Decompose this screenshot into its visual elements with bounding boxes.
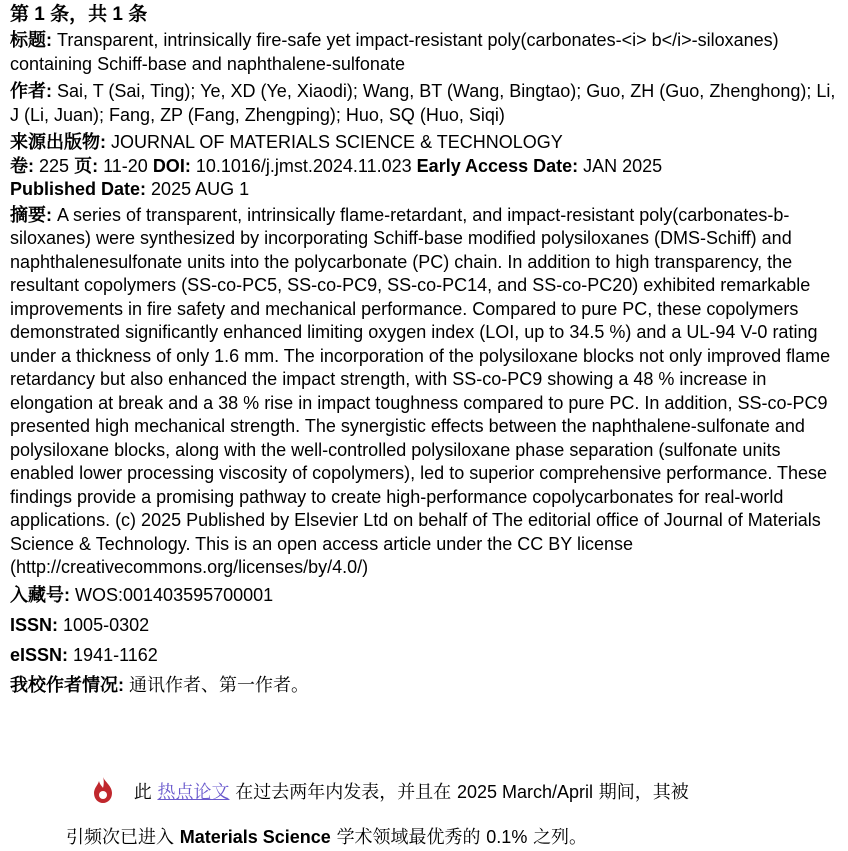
accession-value: WOS:001403595700001 bbox=[75, 584, 274, 605]
doi-value: 10.1016/j.jmst.2024.11.023 bbox=[195, 155, 412, 176]
authors-label: 作者: bbox=[10, 81, 52, 101]
hot-paper-line2-a: 引频次已进入 bbox=[66, 827, 174, 848]
issn-field bbox=[10, 610, 842, 640]
published-date-label: Published Date: bbox=[10, 179, 147, 199]
issn-label: ISSN: bbox=[10, 614, 59, 635]
abstract-field bbox=[10, 204, 842, 580]
hot-paper-prefix: 此 bbox=[133, 782, 152, 803]
accession-field bbox=[10, 580, 842, 610]
volume-pages-doi-field bbox=[10, 155, 842, 179]
early-access-value: JAN 2025 bbox=[583, 155, 663, 176]
record-count-header: 第 1 条，共 1 条 bbox=[10, 4, 148, 25]
flame-icon bbox=[88, 776, 118, 804]
title-label: 标题: bbox=[10, 30, 52, 50]
hot-paper-notice-line1 bbox=[88, 776, 689, 807]
abstract-label: 摘要: bbox=[10, 204, 52, 225]
issn-value: 1005-0302 bbox=[63, 614, 150, 635]
record-page bbox=[10, 3, 842, 700]
hot-paper-percent: 0.1% bbox=[486, 827, 528, 847]
pages-value: 11-20 bbox=[103, 155, 148, 176]
source-field bbox=[10, 131, 842, 155]
school-author-value: 通讯作者、第一作者。 bbox=[129, 674, 310, 695]
hot-paper-line2-c: 之列。 bbox=[533, 827, 588, 848]
authors-value: Sai, T (Sai, Ting); Ye, XD (Ye, Xiaodi); Wang, BT (Wang, Bingtao); Guo, ZH (Guo, Zhenghong); Li, J (Li, Juan); Fang, ZP (Fang, Zhengping); Huo, SQ (Huo, Siqi) bbox=[10, 81, 836, 125]
hot-paper-link[interactable]: 热点论文 bbox=[157, 782, 230, 803]
eissn-field bbox=[10, 640, 842, 670]
early-access-label: Early Access Date: bbox=[416, 155, 579, 176]
hot-paper-field-name: Materials Science bbox=[179, 827, 331, 847]
published-date-value: 2025 AUG 1 bbox=[151, 179, 250, 199]
pages-label: 页: bbox=[74, 155, 99, 176]
accession-label: 入藏号: bbox=[10, 584, 70, 605]
hot-paper-text-b: 期间，其被 bbox=[598, 782, 689, 803]
hot-paper-line2-b: 学术领域最优秀的 bbox=[336, 827, 481, 848]
abstract-value: A series of transparent, intrinsically flame-retardant, and impact-resistant poly(carbonates-b-siloxanes) were synthesized by incorporating Schiff-base modified polysiloxanes (DMS-Schiff) and naphthalenesulfonate units into the polycarbonate (PC) chain. In addition to high transparency, the resultant copolymers (SS-co-PC5, SS-co-PC9, SS-co-PC14, and SS-co-PC20) exhibited remarkable improvements in fire safety and mechanical performance. Compared to pure PC, these copolymers demonstrated significantly enhanced limiting oxygen index (LOI, up to 34.5 %) and a UL-94 V-0 rating under a thickness of only 1.6 mm. The incorporation of the polysiloxane blocks not only improved flame retardancy but also enhanced the impact strength, with SS-co-PC9 showing a 48 % increase in elongation at break and a 38 % rise in impact toughness compared to pure PC. In addition, SS-co-PC9 presented high mechanical strength. The synergistic effects between the naphthalene-sulfonate and polysiloxane blocks, along with the well-controlled polysiloxane phase separation (sulfonate units enabled lower processing viscosity of copolymers), led to superior comprehensive performance. These findings provide a promising pathway to create high-performance copolycarbonates for real-world applications. (c) 2025 Published by Elsevier Ltd on behalf of The editorial office of Journal of Materials Science & Technology. This is an open access article under the CC BY license (http://creativecommons.org/licenses/by/4.0/) bbox=[10, 204, 831, 577]
volume-label: 卷: bbox=[10, 155, 34, 176]
doi-label: DOI: bbox=[152, 155, 191, 176]
school-author-field bbox=[10, 670, 842, 700]
source-value: JOURNAL OF MATERIALS SCIENCE & TECHNOLOGY bbox=[111, 132, 563, 152]
title-field bbox=[10, 29, 842, 76]
hot-paper-period: 2025 March/April bbox=[456, 782, 594, 802]
school-author-label: 我校作者情况: bbox=[10, 674, 124, 695]
eissn-value: 1941-1162 bbox=[73, 644, 158, 665]
published-date-field bbox=[10, 178, 842, 202]
eissn-label: eISSN: bbox=[10, 644, 69, 665]
authors-field bbox=[10, 80, 842, 127]
volume-value: 225 bbox=[39, 155, 70, 176]
hot-paper-text-a: 在过去两年内发表，并且在 bbox=[235, 782, 452, 803]
hot-paper-notice-line2 bbox=[66, 824, 587, 851]
title-value: Transparent, intrinsically fire-safe yet impact-resistant poly(carbonates-<i> b</i>-siloxanes) containing Schiff-base and naphthalene-sulfonate bbox=[10, 30, 779, 74]
source-label: 来源出版物: bbox=[10, 132, 106, 152]
